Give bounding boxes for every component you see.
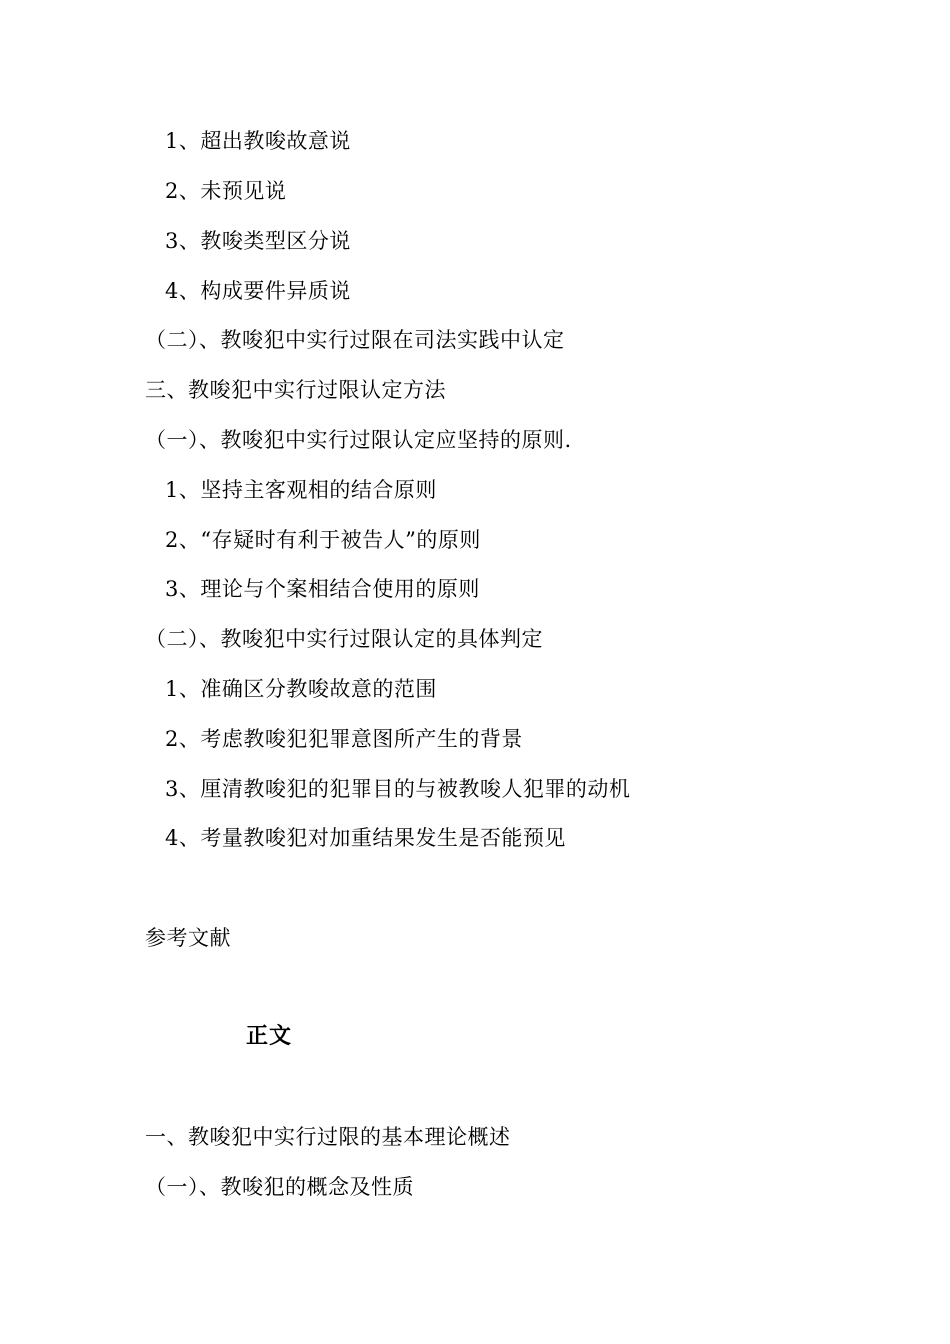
outline-subsection: （二）、教唆犯中实行过限认定的具体判定 <box>145 627 543 651</box>
body-title: 正文 <box>246 1024 293 1049</box>
outline-item-3: 3、厘清教唆犯的犯罪目的与被教唆人犯罪的动机 <box>165 777 631 801</box>
references-heading: 参考文献 <box>145 926 231 950</box>
outline-subsection: （二）、教唆犯中实行过限在司法实践中认定 <box>145 328 565 352</box>
outline-item-3: 3、理论与个案相结合使用的原则 <box>165 577 480 601</box>
section-heading: 一、教唆犯中实行过限的基本理论概述 <box>145 1125 511 1149</box>
outline-item-2: 2、未预见说 <box>165 179 287 203</box>
outline-item-1: 1、准确区分教唆故意的范围 <box>165 677 437 701</box>
outline-item-3: 3、教唆类型区分说 <box>165 229 351 253</box>
outline-item-1: 1、超出教唆故意说 <box>165 129 351 153</box>
outline-item-4: 4、构成要件异质说 <box>165 279 351 303</box>
outline-item-2: 2、“存疑时有利于被告人”的原则 <box>165 528 481 552</box>
outline-item-1: 1、坚持主客观相的结合原则 <box>165 478 437 502</box>
outline-section-3: 三、教唆犯中实行过限认定方法 <box>145 378 446 402</box>
outline-item-2: 2、考虑教唆犯犯罪意图所产生的背景 <box>165 727 523 751</box>
subsection-heading: （一）、教唆犯的概念及性质 <box>145 1175 414 1199</box>
outline-item-4: 4、考量教唆犯对加重结果发生是否能预见 <box>165 826 566 850</box>
outline-subsection: （一）、教唆犯中实行过限认定应坚持的原则. <box>145 428 572 452</box>
